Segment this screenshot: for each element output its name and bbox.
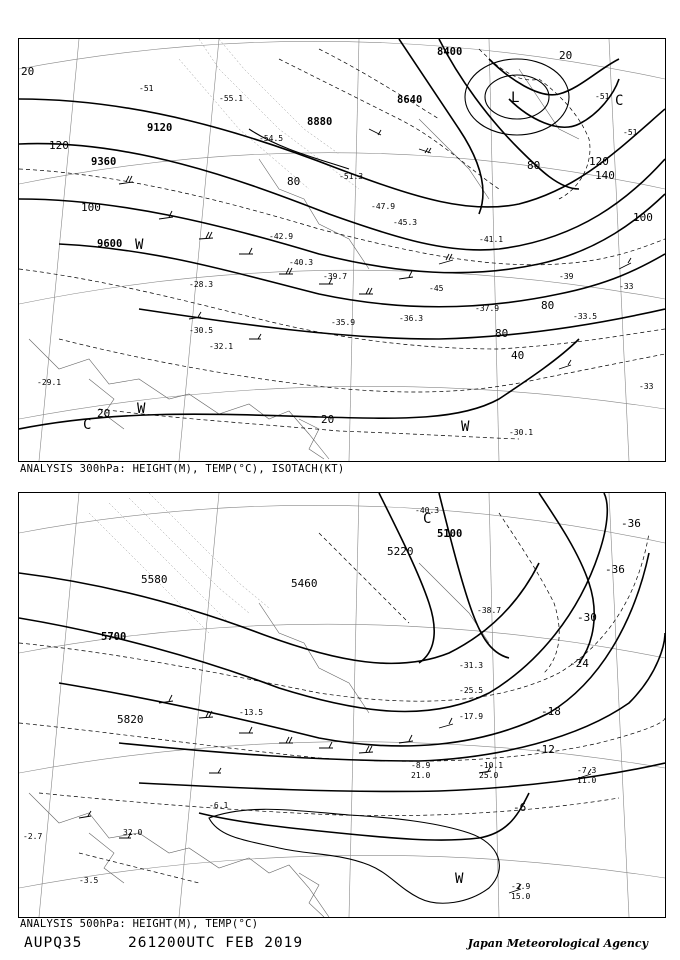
isotach-label: 40 bbox=[511, 349, 525, 362]
temp-label: -55.1 bbox=[219, 94, 244, 103]
map-300hpa-drawing bbox=[19, 39, 665, 461]
map-500hpa bbox=[18, 492, 666, 918]
temp-label: -33 bbox=[639, 382, 654, 391]
isotach-label: 140 bbox=[595, 169, 615, 182]
temp-contour-label: -30 bbox=[577, 611, 597, 624]
obs-label: -2.9 bbox=[511, 882, 531, 891]
height-label: 9360 bbox=[91, 156, 117, 168]
isotach-label: 100 bbox=[633, 211, 653, 224]
height-label: 9600 bbox=[97, 238, 123, 250]
isotach-label: 120 bbox=[49, 139, 69, 152]
isotach-label: 20 bbox=[97, 407, 111, 420]
temp-label: -29.1 bbox=[37, 378, 62, 387]
warm-center-marker: W bbox=[455, 871, 464, 887]
agency-name: Japan Meteorological Agency bbox=[467, 937, 648, 950]
temp-label: -30.1 bbox=[509, 428, 534, 437]
temp-label: -40.3 bbox=[289, 258, 314, 267]
isotach-label: 80 bbox=[527, 159, 541, 172]
temp-contour-label: -36 bbox=[605, 563, 625, 576]
warm-center-marker: W bbox=[135, 237, 144, 253]
temp-label: -33.5 bbox=[573, 312, 598, 321]
cold-center-marker: C bbox=[615, 93, 624, 109]
temp-label: -37.9 bbox=[475, 304, 500, 313]
isotherm-lines bbox=[19, 513, 665, 883]
height-label: 5220 bbox=[387, 545, 414, 558]
isotach-label: 20 bbox=[559, 49, 573, 62]
temp-label: -42.9 bbox=[269, 232, 294, 241]
height-label: 5580 bbox=[141, 573, 168, 586]
obs-label: -31.3 bbox=[459, 661, 484, 670]
map-500hpa-drawing bbox=[19, 493, 665, 917]
obs-labels bbox=[23, 506, 596, 901]
temp-label: -51.3 bbox=[339, 172, 364, 181]
temp-label: -36.3 bbox=[399, 314, 424, 323]
temp-contour-label: -36 bbox=[621, 517, 641, 530]
wind-barbs bbox=[79, 695, 591, 893]
temp-label: -39.7 bbox=[323, 272, 348, 281]
obs-label: -2.7 bbox=[23, 832, 43, 841]
obs-label: -40.3 bbox=[415, 506, 440, 515]
height-label: 9120 bbox=[147, 122, 173, 134]
temp-label: -51 bbox=[139, 84, 154, 93]
caption-300hpa: ANALYSIS 300hPa: HEIGHT(M), TEMP(°C), ISOTACH(KT) bbox=[20, 463, 345, 475]
caption-500hpa: ANALYSIS 500hPa: HEIGHT(M), TEMP(°C) bbox=[20, 918, 259, 930]
isotach-label: 80 bbox=[495, 327, 509, 340]
temp-contour-label: -12 bbox=[535, 743, 555, 756]
temp-label: -54.5 bbox=[259, 134, 284, 143]
temp-contour-label: -6 bbox=[513, 801, 527, 814]
obs-label: -13.5 bbox=[239, 708, 264, 717]
height-contours bbox=[19, 39, 665, 429]
coastlines bbox=[29, 563, 489, 917]
height-label: 5100 bbox=[437, 528, 463, 540]
temp-label: -32.1 bbox=[209, 342, 234, 351]
isotach-label: 20 bbox=[321, 413, 335, 426]
temp-contour-label: -18 bbox=[541, 705, 561, 718]
obs-label: -8.9 bbox=[411, 761, 431, 770]
isotach-label: 80 bbox=[287, 175, 301, 188]
chart-code: AUPQ35 bbox=[24, 935, 83, 951]
temp-label: -51 bbox=[595, 92, 610, 101]
temp-label: -39 bbox=[559, 272, 574, 281]
temp-label: -35.9 bbox=[331, 318, 356, 327]
temp-label: -47.9 bbox=[371, 202, 396, 211]
obs-label: -3.5 bbox=[79, 876, 99, 885]
cold-center-marker: C bbox=[423, 511, 432, 527]
isotach-label: 120 bbox=[589, 155, 609, 168]
cold-center-marker: C bbox=[83, 417, 92, 433]
obs-label: -17.9 bbox=[459, 712, 484, 721]
obs-label: 25.0 bbox=[479, 771, 499, 780]
isotach-label: 20 bbox=[21, 65, 35, 78]
temp-label: -30.5 bbox=[189, 326, 214, 335]
obs-label: 15.0 bbox=[511, 892, 531, 901]
obs-label: -6.1 bbox=[209, 801, 229, 810]
isotach-label: 100 bbox=[81, 201, 101, 214]
obs-label: 21.0 bbox=[411, 771, 431, 780]
low-center-marker: L bbox=[511, 90, 520, 106]
obs-label: -7.3 bbox=[577, 766, 597, 775]
obs-label: -25.5 bbox=[459, 686, 484, 695]
temp-label: -28.3 bbox=[189, 280, 214, 289]
map-300hpa bbox=[18, 38, 666, 462]
height-label: 8880 bbox=[307, 116, 333, 128]
temp-label: -51 bbox=[623, 128, 638, 137]
height-label: 5820 bbox=[117, 713, 144, 726]
height-label: 5700 bbox=[101, 631, 127, 643]
temp-label: -45.3 bbox=[393, 218, 418, 227]
height-label: 8640 bbox=[397, 94, 423, 106]
hatch-area bbox=[89, 493, 269, 633]
obs-label: -10.1 bbox=[479, 761, 504, 770]
warm-center-marker: W bbox=[461, 419, 470, 435]
isotach-label: 80 bbox=[541, 299, 555, 312]
temp-label: -45 bbox=[429, 284, 444, 293]
obs-label: -38.7 bbox=[477, 606, 502, 615]
height-labels bbox=[101, 528, 462, 726]
warm-center-marker: W bbox=[137, 401, 146, 417]
obs-label: 11.0 bbox=[577, 776, 597, 785]
valid-time: 261200UTC FEB 2019 bbox=[128, 935, 304, 951]
temp-contour-label: -24 bbox=[569, 657, 589, 670]
temp-label: -41.1 bbox=[479, 235, 504, 244]
temp-label: -33 bbox=[619, 282, 634, 291]
height-label: 8400 bbox=[437, 46, 463, 58]
obs-label: 32.0 bbox=[123, 828, 143, 837]
height-label: 5460 bbox=[291, 577, 318, 590]
